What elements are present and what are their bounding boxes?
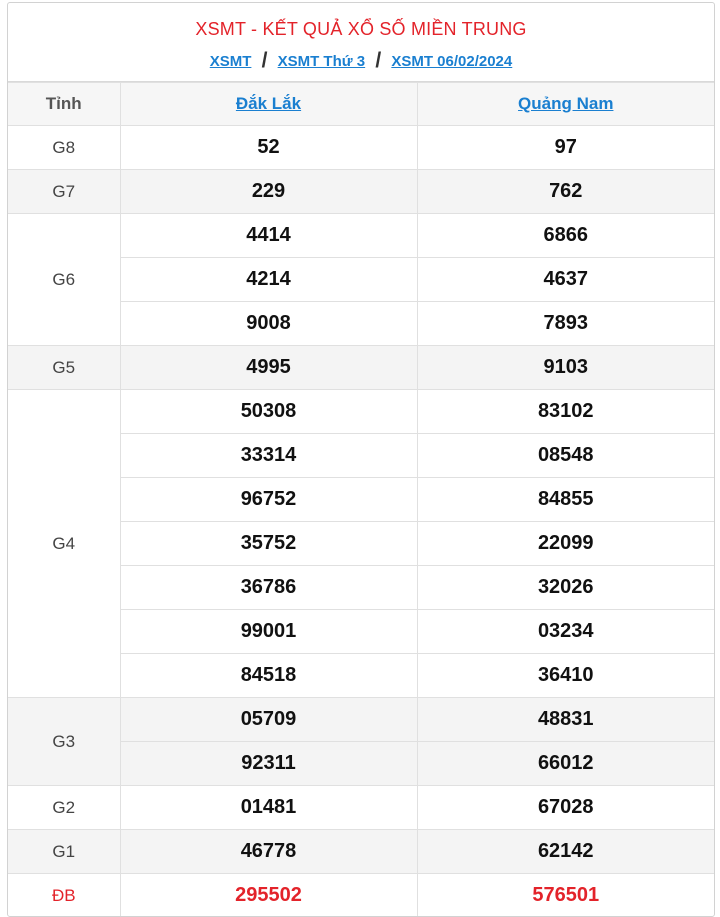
prize-number: 576501 bbox=[417, 874, 714, 917]
prize-number: 36786 bbox=[120, 566, 417, 610]
prize-label: G7 bbox=[8, 170, 120, 214]
prize-number: 4637 bbox=[417, 258, 714, 302]
prize-number: 99001 bbox=[120, 610, 417, 654]
prize-number: 4414 bbox=[120, 214, 417, 258]
province-column-label: Tỉnh bbox=[8, 83, 120, 126]
prize-number: 48831 bbox=[417, 698, 714, 742]
prize-number: 4995 bbox=[120, 346, 417, 390]
prize-label: G8 bbox=[8, 126, 120, 170]
results-body bbox=[8, 126, 714, 917]
prize-number: 62142 bbox=[417, 830, 714, 874]
prize-label: G1 bbox=[8, 830, 120, 874]
prize-label: G4 bbox=[8, 390, 120, 698]
page-title: XSMT - KẾT QUẢ XỔ SỐ MIỀN TRUNG bbox=[195, 19, 527, 39]
prize-label: G3 bbox=[8, 698, 120, 786]
prize-number: 46778 bbox=[120, 830, 417, 874]
prize-number: 01481 bbox=[120, 786, 417, 830]
prize-label: G6 bbox=[8, 214, 120, 346]
province-link-dak-lak[interactable]: Đắk Lắk bbox=[235, 94, 302, 113]
prize-number: 67028 bbox=[417, 786, 714, 830]
prize-number: 4214 bbox=[120, 258, 417, 302]
table-row bbox=[8, 214, 714, 258]
prize-label: G2 bbox=[8, 786, 120, 830]
province-header bbox=[120, 83, 417, 126]
table-row bbox=[8, 170, 714, 214]
prize-number: 762 bbox=[417, 170, 714, 214]
prize-number: 7893 bbox=[417, 302, 714, 346]
prize-number: 52 bbox=[120, 126, 417, 170]
prize-number: 33314 bbox=[120, 434, 417, 478]
prize-number: 96752 bbox=[120, 478, 417, 522]
prize-number: 05709 bbox=[120, 698, 417, 742]
prize-label: G5 bbox=[8, 346, 120, 390]
province-header bbox=[417, 83, 714, 126]
province-link-quang-nam[interactable]: Quảng Nam bbox=[518, 94, 614, 113]
breadcrumb-xsmt-thu-3[interactable]: XSMT Thứ 3 bbox=[277, 53, 366, 70]
prize-number: 97 bbox=[417, 126, 714, 170]
breadcrumb bbox=[8, 49, 714, 73]
prize-number: 66012 bbox=[417, 742, 714, 786]
prize-number: 84855 bbox=[417, 478, 714, 522]
prize-number: 92311 bbox=[120, 742, 417, 786]
breadcrumb-separator: / bbox=[261, 49, 268, 72]
table-row bbox=[8, 786, 714, 830]
breadcrumb-separator: / bbox=[375, 49, 382, 72]
table-row bbox=[8, 126, 714, 170]
table-header-row bbox=[8, 83, 714, 126]
prize-number: 229 bbox=[120, 170, 417, 214]
table-row bbox=[8, 874, 714, 917]
results-table bbox=[8, 82, 714, 917]
prize-number: 295502 bbox=[120, 874, 417, 917]
table-row bbox=[8, 698, 714, 742]
table-row bbox=[8, 830, 714, 874]
breadcrumb-xsmt-date[interactable]: XSMT 06/02/2024 bbox=[391, 53, 513, 70]
prize-number: 08548 bbox=[417, 434, 714, 478]
table-row bbox=[8, 346, 714, 390]
table-row bbox=[8, 390, 714, 434]
results-panel bbox=[7, 2, 715, 917]
prize-label: ĐB bbox=[8, 874, 120, 917]
prize-number: 22099 bbox=[417, 522, 714, 566]
breadcrumb-xsmt[interactable]: XSMT bbox=[209, 53, 252, 70]
prize-number: 84518 bbox=[120, 654, 417, 698]
prize-number: 36410 bbox=[417, 654, 714, 698]
prize-number: 6866 bbox=[417, 214, 714, 258]
prize-number: 9008 bbox=[120, 302, 417, 346]
prize-number: 32026 bbox=[417, 566, 714, 610]
prize-number: 9103 bbox=[417, 346, 714, 390]
prize-number: 83102 bbox=[417, 390, 714, 434]
prize-number: 35752 bbox=[120, 522, 417, 566]
prize-number: 03234 bbox=[417, 610, 714, 654]
prize-number: 50308 bbox=[120, 390, 417, 434]
results-header bbox=[8, 3, 714, 82]
